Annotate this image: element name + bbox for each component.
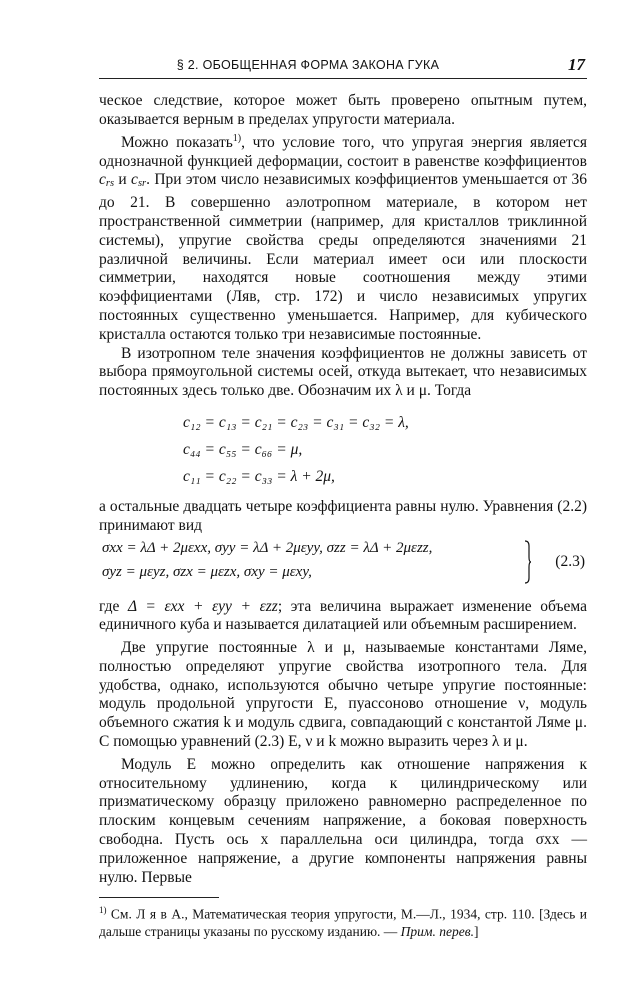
system-line-1: σxx = λΔ + 2μεxx, σyy = λΔ + 2μεyy, σzz = λΔ + 2μεzz, xyxy=(102,539,433,556)
equation-line-3: c₁₁ = c₂₂ = c₃₃ = λ + 2μ, xyxy=(183,467,335,485)
text-span: , что условие того, что упругая энергия является однозначной функцией деформации, состоит в равенстве коэффициентов xyxy=(99,133,587,170)
footnote-reference: 1) xyxy=(232,132,242,144)
paragraph-1: ческое следствие, которое может быть проверено опытным путем, оказывается верным в пределах упругости материала. xyxy=(99,92,587,128)
dilatation-formula: Δ = εxx + εyy + εzz xyxy=(127,597,278,615)
coefficient-c-sr: c xyxy=(131,171,138,189)
paragraph-7: Модуль E можно определить как отношение напряжения к относительному удлинению, когда к цилиндрическому или призматическому образцу приложено равномерно распределенное по плоским концевым сечениям напряжение, а боковая поверхность свободна. Пусть ось x параллельна оси цилиндра, тогда σxx — приложенное напряжение, а другие компоненты напряжения равны нулю. Первые xyxy=(99,755,587,886)
text-span: См. Л я в А., Математическая теория упругости, М.—Л., 1934, стр. 110. [Здесь и дальше страницы указаны по русскому изданию. — xyxy=(99,906,587,939)
right-brace-icon xyxy=(524,540,531,584)
footnote-rule xyxy=(99,897,219,898)
equation-block xyxy=(99,409,587,490)
footnote-marker: 1) xyxy=(99,905,107,916)
paragraph-5 xyxy=(99,598,587,636)
translator-note: Прим. перев. xyxy=(400,923,475,939)
paragraph-3: В изотропном теле значения коэффициентов не должны зависеть от выбора прямоугольной системы осей, откуда вытекает, что независимых постоянных здесь только две. Обозначим их λ и μ. Тогда xyxy=(99,344,587,400)
paragraph-4: а остальные двадцать четыре коэффициента равны нулю. Уравнения (2.2) принимают вид xyxy=(99,497,587,534)
section-title: § 2. ОБОБЩЕННАЯ ФОРМА ЗАКОНА ГУКА xyxy=(176,58,440,72)
equation-line-1: c₁₂ = c₁₃ = c₂₁ = c₂₃ = c₃₁ = c₃₂ = λ, xyxy=(183,413,409,431)
text-span: и xyxy=(114,171,132,189)
page-body xyxy=(99,92,587,940)
subscript: rs xyxy=(105,178,115,190)
text-span: ] xyxy=(474,923,479,939)
paragraph-2 xyxy=(99,130,587,345)
subscript: sr xyxy=(137,178,147,190)
coefficient-c-rs: c xyxy=(99,171,106,189)
text-span: где xyxy=(99,597,128,615)
running-header xyxy=(99,56,587,79)
equation-system-2-3 xyxy=(99,540,587,590)
text-span: . При этом число независимых коэффициентов уменьшается от 36 до 21. В совершенно аэлотропном материале, в котором нет пространственной симметрии (например, для кристаллов триклинной системы), упругие свойства среды определяются значениями 21 различной величины. Если материал имеет оси или плоскости симметрии, находятся новые соотношения между этими коэффициентами (Ляв, стр. 172) и число независимых упругих постоянных существенно уменьшается. Например, для кубического кристалла остаются только три независимые постоянные. xyxy=(99,171,588,343)
paragraph-6: Две упругие постоянные λ и μ, называемые константами Ляме, полностью определяют упругие свойства изотропного тела. Для удобства, однако, используются обычно четыре упругие постоянные: модуль продольной упругости E, пуассоново отношение ν, модуль объемного сжатия k и модуль сдвига, совпадающий с константой Ляме μ. С помощью уравнений (2.3) E, ν и k можно выразить через λ и μ. xyxy=(99,639,587,751)
page-number: 17 xyxy=(568,55,585,74)
equation-number: (2.3) xyxy=(555,552,585,570)
system-line-2: σyz = μεyz, σzx = μεzx, σxy = μεxy, xyxy=(102,563,312,580)
text-span: Можно показать xyxy=(121,133,233,151)
equation-line-2: c₄₄ = c₅₅ = c₆₆ = μ, xyxy=(183,440,303,458)
footnote xyxy=(99,902,587,940)
text-span: ; эта величина выражает изменение объема единичного куба и называется дилатацией или объемным расширением. xyxy=(99,597,587,634)
